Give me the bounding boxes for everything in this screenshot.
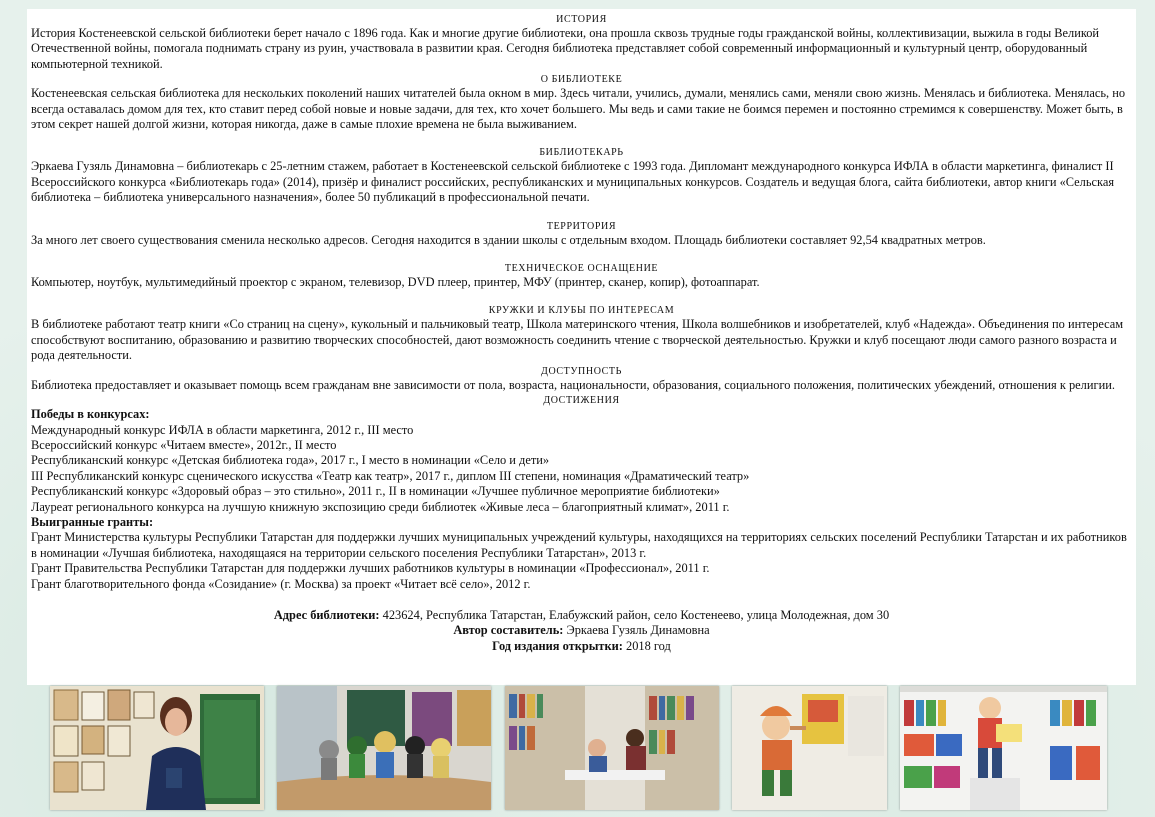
address-value: 423624, Республика Татарстан, Елабужский район, село Костенеево, улица Молодежная, дом 30 [379, 607, 890, 622]
grant-item: Грант Правительства Республики Татарстан для поддержки лучших работников культуры в номинации «Профессионал», 2011 г. [31, 561, 710, 576]
section-heading-achievements: ДОСТИЖЕНИЯ [543, 395, 620, 407]
postcard-footer [31, 608, 1132, 654]
territory-text: За много лет своего существования сменила несколько адресов. Сегодня находится в здании школы с отдельным входом. Площадь библиотеки составляет 92,54 квадратных метров. [31, 232, 986, 247]
section-heading-clubs: КРУЖКИ И КЛУБЫ ПО ИНТЕРЕСАМ [488, 305, 675, 317]
win-item: Республиканский конкурс «Детская библиотека года», 2017 г., I место в номинации «Село и дети» [31, 453, 550, 468]
section-heading-access: ДОСТУПНОСТЬ [541, 365, 622, 377]
author-label: Автор составитель: [453, 623, 564, 638]
section-heading-history: ИСТОРИЯ [556, 14, 607, 25]
year-value: 2018 год [622, 638, 671, 653]
win-item: Международный конкурс ИФЛА в области маркетинга, 2012 г., III место [31, 422, 414, 437]
photo-puppets [277, 686, 491, 810]
photo-reading-children [505, 686, 719, 810]
address-label: Адрес библиотеки: [273, 607, 380, 622]
section-heading-about: О БИБЛИОТЕКЕ [540, 74, 623, 86]
section-heading-equipment: ТЕХНИЧЕСКОЕ ОСНАЩЕНИЕ [504, 263, 659, 275]
year-line [31, 639, 1132, 654]
wins-title: Победы в конкурсах: [31, 407, 150, 422]
author-value: Эркаева Гузяль Динамовна [563, 623, 710, 638]
grant-item: Грант благотворительного фонда «Созидание» (г. Москва) за проект «Читает всё село», 2012 г. [31, 576, 531, 591]
address-line [31, 608, 1132, 623]
photo-child-bookshelf [900, 686, 1107, 810]
photo-librarian [50, 686, 264, 810]
year-label: Год издания открытки: [492, 638, 623, 653]
history-text: История Костенеевской сельской библиотеки берет начало с 1896 года. Как и многие другие библиотеки, она прошла сквозь трудные годы гражданской войны, коллективизации, выжила в годы Великой Отечественной войны, помогала поднимать страну из руин, участвовала в развитии края. Сегодня библиотека представляет собой современный информационный и культурный центр, оборудованный компьютерной техникой. [31, 26, 1100, 71]
section-heading-librarian: БИБЛИОТЕКАРЬ [539, 147, 624, 159]
win-item: Республиканский конкурс «Здоровый образ – это стильно», 2011 г., II в номинации «Лучшее публичное мероприятие библиотеки» [31, 484, 720, 499]
about-text: Костенеевская сельская библиотека для нескольких поколений наших читателей была окном в мир. Здесь читали, учились, думали, менялись сами, меняли свою жизнь. Менялась и библиотека. Менялась, но всегда оставалась домом для тех, кто ставит перед собой новые и новые задачи, для тех, кто хочет большего. Мы ведь и сами такие не боимся перемен и постоянно стремимся к совершенству. Может быть, в этом секрет нашей долгой жизни, которая никогда, даже в самые плохие времена не была выживанием. [31, 86, 1126, 132]
postcard-text-panel [27, 9, 1136, 685]
grants-title: Выигранные гранты: [31, 514, 154, 529]
grant-item: Грант Министерства культуры Республики Татарстан для поддержки лучших муниципальных учреждений культуры, находящихся на территориях сельских поселений Республики Татарстан и их работников в номинации «Лучшая библиотека, находящаяся на территории сельского поселения Республики Татарстан», 2013 г. [31, 530, 1127, 560]
win-item: Лауреат регионального конкурса на лучшую книжную экспозицию среди библиотек «Живые леса – благоприятный климат», 2011 г. [31, 499, 730, 514]
photo-pinocchio [732, 686, 887, 810]
librarian-text: Эркаева Гузяль Динамовна – библиотекарь с 25-летним стажем, работает в Костенеевской сельской библиотеке с 1993 года. Дипломант международного конкурса ИФЛА в области маркетинга, финалист II Всероссийского конкурса «Библиотекарь года» (2014), призёр и финалист российских, республиканских и муниципальных конкурсов. Создатель и ведущая блога, сайта библиотеки, автор книги «Сельская библиотека – библиотека универсального назначения», более 50 публикаций в профессиональной печати. [31, 159, 1115, 205]
equipment-text: Компьютер, ноутбук, мультимедийный проектор с экраном, телевизор, DVD плеер, принтер, МФУ (принтер, сканер, копир), фотоаппарат. [31, 275, 760, 290]
photo-strip [0, 686, 1155, 810]
clubs-text: В библиотеке работают театр книги «Со страниц на сцену», кукольный и пальчиковый театр, Школа материнского чтения, Школа волшебников и изобретателей, клуб «Надежда». Объединения по интересам способствуют воспитанию, образованию и развитию творческих способностей, дают возможность соединить чтение с творческой деятельностью. Кружки и клуб посещают люди самого разного возраста и рода деятельности. [31, 317, 1124, 363]
win-item: III Республиканский конкурс сценического искусства «Театр как театр», 2017 г., диплом III степени, номинация «Драматический театр» [31, 468, 750, 483]
section-heading-territory: ТЕРРИТОРИЯ [546, 220, 617, 232]
access-text: Библиотека предоставляет и оказывает помощь всем гражданам вне зависимости от пола, возраста, национальности, образования, социального положения, политических убеждений, отношения к религии. [31, 377, 1115, 392]
author-line [31, 623, 1132, 638]
win-item: Всероссийский конкурс «Читаем вместе», 2012г., II место [31, 437, 337, 452]
